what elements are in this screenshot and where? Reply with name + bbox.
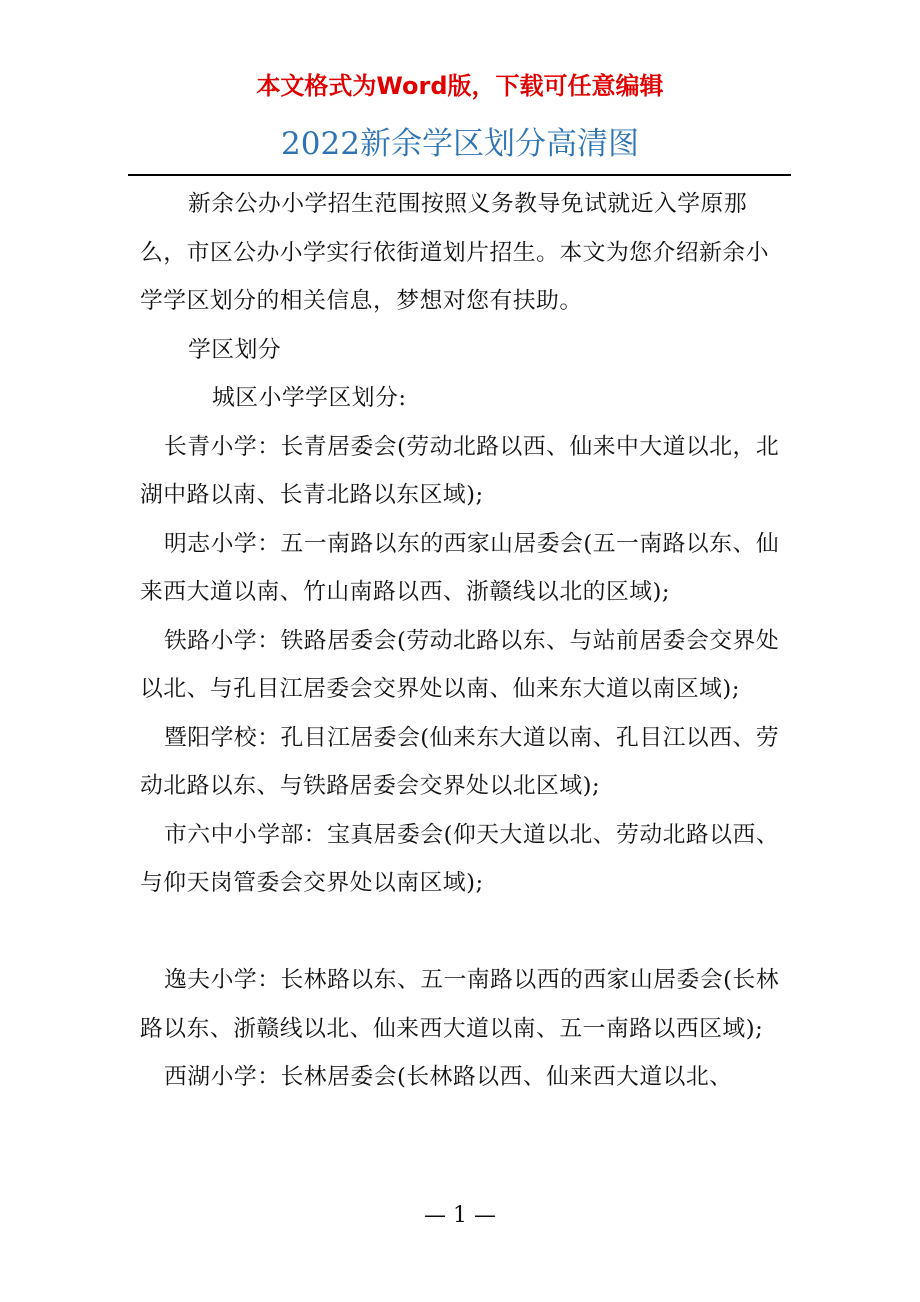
document-body [140, 180, 785, 1102]
blank-line [140, 908, 785, 957]
title-divider [128, 174, 791, 176]
school-entry: 明志小学：五一南路以东的西家山居委会(五一南路以东、仙来西大道以南、竹山南路以西、浙赣线以北的区域); [140, 530, 780, 605]
download-banner: 本文格式为Word版，下载可任意编辑 [256, 72, 664, 100]
school-entry: 西湖小学：长林居委会(长林路以西、仙来西大道以北、 [164, 1064, 733, 1090]
school-entry: 长青小学：长青居委会(劳动北路以西、仙来中大道以北，北湖中路以南、长青北路以东区域); [140, 433, 780, 508]
intro-paragraph: 新余公办小学招生范围按照义务教导免试就近入学原那么，市区公办小学实行依街道划片招生。本文为您介绍新余小学学区划分的相关信息，梦想对您有扶助。 [140, 191, 770, 314]
school-entry: 逸夫小学：长林路以东、五一南路以西的西家山居委会(长林路以东、浙赣线以北、仙来西大道以南、五一南路以西区域); [140, 967, 780, 1042]
subsection-heading: 城区小学学区划分: [212, 385, 407, 411]
school-entry: 暨阳学校：孔目江居委会(仙来东大道以南、孔目江以西、劳动北路以东、与铁路居委会交界处以北区域); [140, 724, 780, 799]
school-entry: 市六中小学部：宝真居委会(仰天大道以北、劳动北路以西、与仰天岗管委会交界处以南区域); [140, 821, 780, 896]
section-heading: 学区划分 [188, 336, 282, 363]
page-title: 2022新余学区划分高清图 [281, 126, 639, 162]
page-number: — 1 — [424, 1203, 496, 1228]
school-entry: 铁路小学：铁路居委会(劳动北路以东、与站前居委会交界处以北、与孔目江居委会交界处以南、仙来东大道以南区域); [140, 627, 780, 702]
